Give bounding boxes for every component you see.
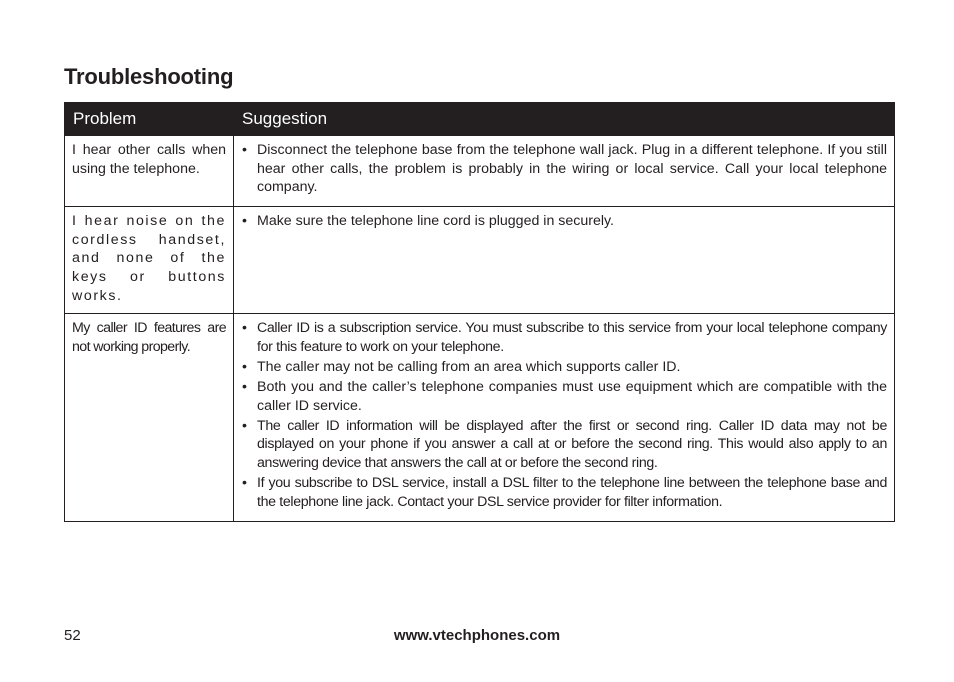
- page-title: Troubleshooting: [64, 64, 234, 89]
- suggestion-cell: [234, 314, 895, 521]
- bullet-icon: •: [242, 475, 247, 491]
- problem-cell: I hear noise on the cordless handset, and none of the keys or buttons works.: [65, 207, 234, 314]
- page-number: 52: [64, 627, 81, 644]
- suggestion-item: • If you subscribe to DSL service, install a DSL filter to the telephone line between the telephone base and the telephone line jack. Contact your DSL service provider for filter information.: [242, 475, 887, 510]
- troubleshooting-table: [64, 102, 895, 522]
- suggestion-item: • Both you and the caller’s telephone companies must use equipment which are compatible with the caller ID service.: [242, 379, 887, 414]
- bullet-icon: •: [242, 213, 247, 230]
- problem-cell: My caller ID features are not working properly.: [65, 314, 234, 521]
- table-row: [65, 207, 895, 314]
- problem-cell: I hear other calls when using the telephone.: [65, 136, 234, 207]
- bullet-icon: •: [242, 358, 247, 375]
- table-header-row: [65, 103, 895, 136]
- bullet-icon: •: [242, 417, 247, 434]
- table-row: [65, 314, 895, 521]
- suggestion-cell: [234, 207, 895, 314]
- bullet-icon: •: [242, 142, 247, 158]
- suggestion-item: • Disconnect the telephone base from the telephone wall jack. Plug in a different telephone. If you still hear other calls, the problem is probably in the wiring or local service. Call your local telephone company.: [242, 142, 887, 196]
- suggestion-list: [241, 319, 887, 511]
- suggestion-item: • The caller may not be calling from an area which supports caller ID.: [242, 358, 681, 375]
- suggestion-item: • Caller ID is a subscription service. You must subscribe to this service from your local telephone company for this feature to work on your telephone.: [242, 320, 887, 355]
- suggestion-item: • Make sure the telephone line cord is plugged in securely.: [242, 213, 615, 230]
- header-problem: Problem: [65, 103, 234, 136]
- suggestion-cell: [234, 136, 895, 207]
- suggestion-list: [241, 141, 887, 197]
- bullet-icon: •: [242, 379, 247, 396]
- header-suggestion: Suggestion: [234, 103, 895, 136]
- suggestion-item: • The caller ID information will be displayed after the first or second ring. Caller ID data may not be displayed on your phone if you answer a call at or before the second ring. This would also apply to an answering device that answers the call at or before the second ring.: [242, 417, 887, 471]
- suggestion-list: [241, 212, 887, 231]
- bullet-icon: •: [242, 320, 247, 337]
- website-url: www.vtechphones.com: [393, 627, 561, 644]
- table-row: [65, 136, 895, 207]
